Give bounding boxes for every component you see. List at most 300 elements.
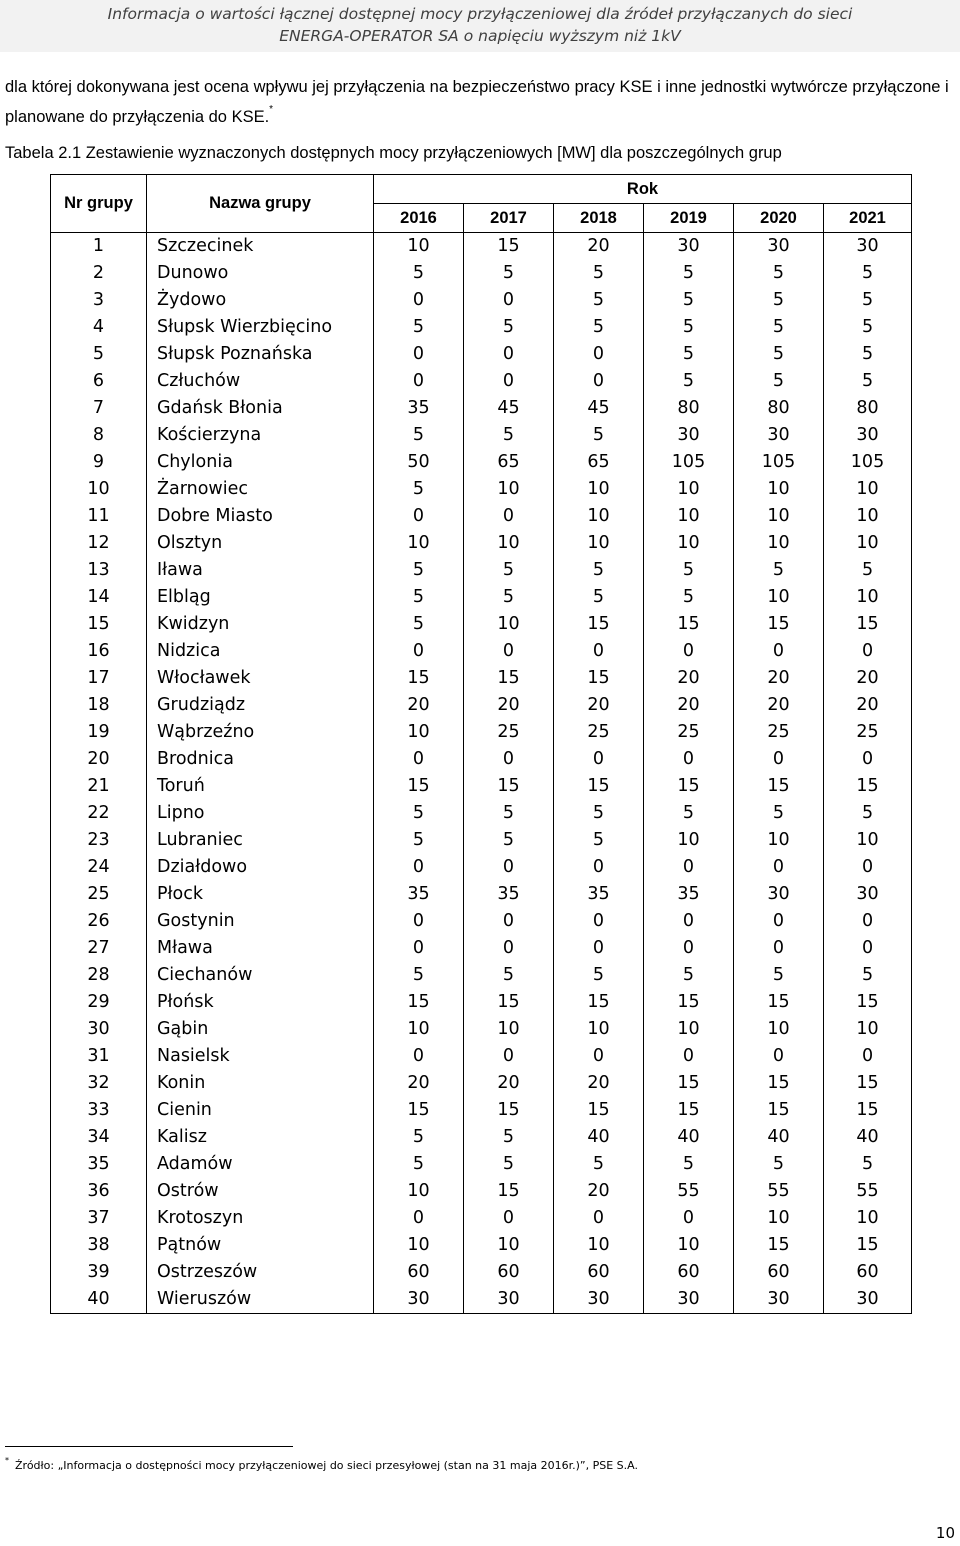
group-name-cell: Elbląg: [147, 584, 374, 611]
capacity-value-cell: 5: [824, 314, 912, 341]
capacity-value-cell: 5: [644, 557, 734, 584]
group-name-cell: Kościerzyna: [147, 422, 374, 449]
capacity-value-cell: 5: [734, 800, 824, 827]
capacity-value-cell: 5: [824, 287, 912, 314]
capacity-value-cell: 5: [374, 557, 464, 584]
capacity-value-cell: 0: [374, 638, 464, 665]
capacity-value-cell: 20: [734, 665, 824, 692]
group-number-cell: 28: [51, 962, 147, 989]
group-name-cell: Żarnowiec: [147, 476, 374, 503]
capacity-value-cell: 5: [554, 557, 644, 584]
group-number-cell: 9: [51, 449, 147, 476]
table-row: [51, 1205, 912, 1232]
capacity-value-cell: 10: [824, 827, 912, 854]
capacity-value-cell: 80: [644, 395, 734, 422]
table-row: [51, 1232, 912, 1259]
group-name-cell: Szczecinek: [147, 233, 374, 261]
capacity-value-cell: 30: [644, 1286, 734, 1314]
capacity-value-cell: 5: [464, 584, 554, 611]
capacity-value-cell: 15: [464, 1097, 554, 1124]
capacity-value-cell: 50: [374, 449, 464, 476]
capacity-value-cell: 45: [464, 395, 554, 422]
table-row: [51, 908, 912, 935]
capacity-value-cell: 0: [554, 908, 644, 935]
table-row: [51, 1124, 912, 1151]
group-number-cell: 10: [51, 476, 147, 503]
capacity-value-cell: 10: [554, 1016, 644, 1043]
table-row: [51, 476, 912, 503]
capacity-value-cell: 0: [734, 854, 824, 881]
capacity-value-cell: 10: [824, 1016, 912, 1043]
capacity-value-cell: 5: [644, 287, 734, 314]
capacity-value-cell: 105: [734, 449, 824, 476]
page-number: 10: [935, 1524, 955, 1542]
capacity-value-cell: 0: [824, 746, 912, 773]
capacity-value-cell: 15: [734, 1232, 824, 1259]
capacity-value-cell: 5: [644, 962, 734, 989]
capacity-value-cell: 15: [824, 989, 912, 1016]
capacity-value-cell: 30: [824, 1286, 912, 1314]
group-name-cell: Gdańsk Błonia: [147, 395, 374, 422]
capacity-value-cell: 5: [374, 1151, 464, 1178]
capacity-value-cell: 5: [464, 1124, 554, 1151]
capacity-value-cell: 30: [734, 881, 824, 908]
capacity-value-cell: 20: [374, 692, 464, 719]
capacity-value-cell: 5: [374, 314, 464, 341]
group-name-cell: Krotoszyn: [147, 1205, 374, 1232]
group-name-cell: Lipno: [147, 800, 374, 827]
capacity-value-cell: 5: [644, 1151, 734, 1178]
table-row: [51, 584, 912, 611]
group-name-cell: Nidzica: [147, 638, 374, 665]
table-row: [51, 692, 912, 719]
capacity-value-cell: 5: [464, 314, 554, 341]
group-number-cell: 34: [51, 1124, 147, 1151]
capacity-value-cell: 10: [374, 1232, 464, 1259]
group-number-cell: 29: [51, 989, 147, 1016]
capacity-value-cell: 15: [374, 665, 464, 692]
group-name-cell: Działdowo: [147, 854, 374, 881]
capacity-value-cell: 0: [464, 368, 554, 395]
capacity-value-cell: 55: [734, 1178, 824, 1205]
table-row: [51, 422, 912, 449]
capacity-value-cell: 5: [824, 800, 912, 827]
capacity-value-cell: 5: [374, 1124, 464, 1151]
capacity-value-cell: 30: [824, 422, 912, 449]
capacity-value-cell: 30: [734, 422, 824, 449]
capacity-value-cell: 10: [734, 827, 824, 854]
capacity-value-cell: 10: [824, 584, 912, 611]
capacity-value-cell: 10: [734, 503, 824, 530]
table-row: [51, 1016, 912, 1043]
capacity-value-cell: 10: [734, 530, 824, 557]
group-number-cell: 11: [51, 503, 147, 530]
capacity-value-cell: 0: [644, 854, 734, 881]
group-number-cell: 4: [51, 314, 147, 341]
table-row: [51, 611, 912, 638]
capacity-value-cell: 5: [734, 287, 824, 314]
capacity-value-cell: 65: [554, 449, 644, 476]
capacity-value-cell: 10: [374, 233, 464, 261]
capacity-value-cell: 10: [374, 530, 464, 557]
capacity-value-cell: 10: [644, 530, 734, 557]
capacity-value-cell: 25: [824, 719, 912, 746]
capacity-value-cell: 10: [734, 476, 824, 503]
capacity-value-cell: 0: [374, 908, 464, 935]
capacity-value-cell: 10: [644, 476, 734, 503]
group-number-cell: 40: [51, 1286, 147, 1314]
group-name-cell: Wieruszów: [147, 1286, 374, 1314]
capacity-value-cell: 5: [464, 800, 554, 827]
table-row: [51, 395, 912, 422]
group-name-cell: Grudziądz: [147, 692, 374, 719]
group-name-cell: Żydowo: [147, 287, 374, 314]
capacity-value-cell: 5: [464, 962, 554, 989]
capacity-value-cell: 0: [644, 908, 734, 935]
group-name-cell: Słupsk Wierzbięcino: [147, 314, 374, 341]
capacity-value-cell: 30: [644, 422, 734, 449]
capacity-value-cell: 0: [554, 341, 644, 368]
capacity-value-cell: 40: [554, 1124, 644, 1151]
group-number-cell: 17: [51, 665, 147, 692]
capacity-value-cell: 15: [824, 1070, 912, 1097]
capacity-value-cell: 20: [374, 1070, 464, 1097]
group-number-cell: 5: [51, 341, 147, 368]
capacity-value-cell: 20: [644, 665, 734, 692]
group-number-cell: 6: [51, 368, 147, 395]
capacity-value-cell: 10: [734, 1205, 824, 1232]
capacity-value-cell: 10: [464, 476, 554, 503]
group-number-cell: 26: [51, 908, 147, 935]
capacity-value-cell: 0: [374, 341, 464, 368]
group-number-cell: 12: [51, 530, 147, 557]
capacity-value-cell: 0: [374, 287, 464, 314]
capacity-value-cell: 10: [824, 530, 912, 557]
group-name-cell: Dunowo: [147, 260, 374, 287]
capacity-value-cell: 0: [464, 638, 554, 665]
capacity-value-cell: 15: [824, 773, 912, 800]
column-header-nr: Nr grupy: [51, 175, 147, 233]
group-number-cell: 24: [51, 854, 147, 881]
capacity-value-cell: 5: [554, 260, 644, 287]
capacity-value-cell: 0: [464, 287, 554, 314]
capacity-value-cell: 15: [734, 1097, 824, 1124]
capacity-value-cell: 15: [734, 989, 824, 1016]
group-name-cell: Konin: [147, 1070, 374, 1097]
capacity-value-cell: 10: [644, 503, 734, 530]
column-header-year: 2020: [734, 204, 824, 233]
table-row: [51, 1151, 912, 1178]
group-number-cell: 21: [51, 773, 147, 800]
capacity-value-cell: 10: [644, 1016, 734, 1043]
footnote-reference[interactable]: *: [269, 104, 274, 115]
capacity-value-cell: 5: [734, 341, 824, 368]
capacity-value-cell: 15: [644, 1070, 734, 1097]
group-name-cell: Chylonia: [147, 449, 374, 476]
capacity-value-cell: 0: [554, 368, 644, 395]
column-header-year: 2018: [554, 204, 644, 233]
capacity-value-cell: 20: [554, 692, 644, 719]
capacity-value-cell: 15: [464, 1178, 554, 1205]
capacity-value-cell: 20: [554, 1070, 644, 1097]
group-name-cell: Słupsk Poznańska: [147, 341, 374, 368]
capacity-value-cell: 5: [374, 611, 464, 638]
capacity-value-cell: 30: [644, 233, 734, 261]
group-name-cell: Pątnów: [147, 1232, 374, 1259]
capacity-value-cell: 5: [824, 341, 912, 368]
group-name-cell: Ciechanów: [147, 962, 374, 989]
capacity-value-cell: 0: [824, 854, 912, 881]
group-number-cell: 14: [51, 584, 147, 611]
column-header-year: 2016: [374, 204, 464, 233]
capacity-value-cell: 30: [824, 881, 912, 908]
capacity-value-cell: 5: [374, 584, 464, 611]
group-number-cell: 36: [51, 1178, 147, 1205]
capacity-value-cell: 10: [374, 719, 464, 746]
group-name-cell: Gąbin: [147, 1016, 374, 1043]
capacity-value-cell: 15: [464, 233, 554, 261]
capacity-value-cell: 0: [644, 746, 734, 773]
capacity-value-cell: 25: [644, 719, 734, 746]
capacity-value-cell: 60: [824, 1259, 912, 1286]
capacity-value-cell: 15: [464, 665, 554, 692]
table-row: [51, 827, 912, 854]
capacity-value-cell: 0: [554, 746, 644, 773]
group-name-cell: Cienin: [147, 1097, 374, 1124]
table-row: [51, 1286, 912, 1314]
capacity-value-cell: 0: [554, 854, 644, 881]
capacity-value-cell: 15: [734, 1070, 824, 1097]
capacity-value-cell: 0: [374, 1205, 464, 1232]
capacity-value-cell: 0: [464, 1205, 554, 1232]
capacity-value-cell: 15: [824, 611, 912, 638]
group-number-cell: 33: [51, 1097, 147, 1124]
table-row: [51, 881, 912, 908]
capacity-value-cell: 5: [734, 1151, 824, 1178]
capacity-value-cell: 40: [644, 1124, 734, 1151]
footnote-mark: *: [5, 1456, 9, 1465]
capacity-value-cell: 30: [374, 1286, 464, 1314]
table-row: [51, 1043, 912, 1070]
capacity-value-cell: 30: [734, 233, 824, 261]
group-number-cell: 27: [51, 935, 147, 962]
capacity-value-cell: 35: [374, 395, 464, 422]
table-row: [51, 449, 912, 476]
capacity-value-cell: 10: [734, 584, 824, 611]
group-number-cell: 8: [51, 422, 147, 449]
group-name-cell: Brodnica: [147, 746, 374, 773]
table-row: [51, 773, 912, 800]
capacity-value-cell: 15: [554, 1097, 644, 1124]
group-number-cell: 25: [51, 881, 147, 908]
capacity-value-cell: 60: [734, 1259, 824, 1286]
capacity-value-cell: 5: [554, 314, 644, 341]
table-row: [51, 314, 912, 341]
capacity-value-cell: 30: [734, 1286, 824, 1314]
capacity-value-cell: 0: [824, 935, 912, 962]
group-name-cell: Człuchów: [147, 368, 374, 395]
capacity-value-cell: 0: [554, 1043, 644, 1070]
capacity-value-cell: 5: [644, 368, 734, 395]
group-name-cell: Dobre Miasto: [147, 503, 374, 530]
capacity-value-cell: 60: [554, 1259, 644, 1286]
table-row: [51, 746, 912, 773]
capacity-value-cell: 5: [554, 827, 644, 854]
column-header-year-group: Rok: [374, 175, 912, 204]
footnote: [5, 1458, 945, 1474]
table-row: [51, 962, 912, 989]
group-number-cell: 15: [51, 611, 147, 638]
capacity-value-cell: 0: [644, 935, 734, 962]
footnote-separator: [5, 1446, 293, 1447]
capacity-value-cell: 15: [554, 611, 644, 638]
capacity-value-cell: 5: [554, 800, 644, 827]
group-number-cell: 18: [51, 692, 147, 719]
table-row: [51, 260, 912, 287]
capacity-value-cell: 5: [644, 584, 734, 611]
table-row: [51, 341, 912, 368]
group-name-cell: Płock: [147, 881, 374, 908]
capacity-value-cell: 0: [734, 1043, 824, 1070]
capacity-value-cell: 0: [374, 368, 464, 395]
capacity-value-cell: 15: [374, 989, 464, 1016]
capacity-value-cell: 5: [464, 827, 554, 854]
capacity-value-cell: 55: [644, 1178, 734, 1205]
capacity-value-cell: 105: [824, 449, 912, 476]
capacity-value-cell: 10: [644, 1232, 734, 1259]
table-row: [51, 800, 912, 827]
intro-paragraph: [5, 72, 955, 132]
capacity-value-cell: 20: [464, 692, 554, 719]
capacity-value-cell: 15: [644, 1097, 734, 1124]
capacity-value-cell: 45: [554, 395, 644, 422]
capacity-value-cell: 5: [644, 314, 734, 341]
capacity-value-cell: 15: [464, 773, 554, 800]
table-row: [51, 287, 912, 314]
group-name-cell: Mława: [147, 935, 374, 962]
capacity-value-cell: 5: [644, 260, 734, 287]
group-number-cell: 13: [51, 557, 147, 584]
capacity-value-cell: 0: [824, 1043, 912, 1070]
capacity-value-cell: 5: [374, 827, 464, 854]
group-number-cell: 32: [51, 1070, 147, 1097]
table-row: [51, 1097, 912, 1124]
capacity-value-cell: 20: [824, 692, 912, 719]
capacity-value-cell: 5: [824, 962, 912, 989]
capacity-value-cell: 5: [644, 800, 734, 827]
table-row: [51, 665, 912, 692]
capacity-value-cell: 5: [734, 314, 824, 341]
capacity-value-cell: 30: [824, 233, 912, 261]
capacity-value-cell: 5: [824, 368, 912, 395]
group-name-cell: Płońsk: [147, 989, 374, 1016]
group-number-cell: 2: [51, 260, 147, 287]
capacity-value-cell: 15: [464, 989, 554, 1016]
header-line-1: Informacja o wartości łącznej dostępnej mocy przyłączeniowej dla źródeł przyłączanych do sieci: [107, 5, 853, 23]
capacity-value-cell: 0: [464, 935, 554, 962]
group-number-cell: 31: [51, 1043, 147, 1070]
capacity-value-cell: 60: [374, 1259, 464, 1286]
group-number-cell: 3: [51, 287, 147, 314]
group-number-cell: 35: [51, 1151, 147, 1178]
group-name-cell: Adamów: [147, 1151, 374, 1178]
group-number-cell: 38: [51, 1232, 147, 1259]
capacity-value-cell: 0: [374, 935, 464, 962]
capacity-value-cell: 40: [824, 1124, 912, 1151]
capacity-value-cell: 15: [374, 1097, 464, 1124]
group-number-cell: 7: [51, 395, 147, 422]
column-header-name: Nazwa grupy: [147, 175, 374, 233]
capacity-value-cell: 20: [824, 665, 912, 692]
capacity-value-cell: 15: [374, 773, 464, 800]
capacity-value-cell: 5: [554, 1151, 644, 1178]
group-name-cell: Ostrzeszów: [147, 1259, 374, 1286]
capacity-value-cell: 60: [464, 1259, 554, 1286]
capacity-value-cell: 0: [824, 908, 912, 935]
capacity-value-cell: 5: [734, 260, 824, 287]
capacity-value-cell: 0: [464, 854, 554, 881]
table-row: [51, 1178, 912, 1205]
table-row: [51, 935, 912, 962]
capacity-value-cell: 35: [464, 881, 554, 908]
capacity-value-cell: 15: [554, 989, 644, 1016]
capacity-value-cell: 10: [824, 476, 912, 503]
group-name-cell: Iława: [147, 557, 374, 584]
group-name-cell: Gostynin: [147, 908, 374, 935]
group-number-cell: 22: [51, 800, 147, 827]
table-row: [51, 989, 912, 1016]
capacity-value-cell: 0: [734, 638, 824, 665]
capacity-value-cell: 0: [464, 746, 554, 773]
capacity-value-cell: 5: [464, 422, 554, 449]
capacity-value-cell: 20: [644, 692, 734, 719]
page-header: [0, 0, 960, 52]
capacity-value-cell: 10: [644, 827, 734, 854]
capacity-value-cell: 0: [464, 503, 554, 530]
group-number-cell: 1: [51, 233, 147, 261]
group-number-cell: 20: [51, 746, 147, 773]
capacity-value-cell: 60: [644, 1259, 734, 1286]
capacity-value-cell: 0: [374, 1043, 464, 1070]
capacity-value-cell: 10: [374, 1178, 464, 1205]
group-name-cell: Olsztyn: [147, 530, 374, 557]
capacity-value-cell: 105: [644, 449, 734, 476]
group-name-cell: Włocławek: [147, 665, 374, 692]
group-number-cell: 19: [51, 719, 147, 746]
capacity-value-cell: 55: [824, 1178, 912, 1205]
capacity-value-cell: 5: [464, 557, 554, 584]
capacity-value-cell: 5: [644, 341, 734, 368]
capacity-value-cell: 10: [554, 530, 644, 557]
capacity-value-cell: 20: [554, 1178, 644, 1205]
capacity-value-cell: 5: [374, 422, 464, 449]
capacity-value-cell: 0: [374, 854, 464, 881]
capacity-value-cell: 15: [734, 773, 824, 800]
group-name-cell: Nasielsk: [147, 1043, 374, 1070]
table-row: [51, 1259, 912, 1286]
header-line-2: ENERGA-OPERATOR SA o napięciu wyższym niż 1kV: [279, 27, 681, 45]
capacity-value-cell: 30: [554, 1286, 644, 1314]
column-header-year: 2017: [464, 204, 554, 233]
table-row: [51, 530, 912, 557]
capacity-value-cell: 10: [824, 503, 912, 530]
capacity-value-cell: 10: [464, 1016, 554, 1043]
capacity-value-cell: 0: [824, 638, 912, 665]
capacity-value-cell: 5: [824, 260, 912, 287]
capacity-value-cell: 5: [374, 476, 464, 503]
group-number-cell: 37: [51, 1205, 147, 1232]
capacity-value-cell: 30: [464, 1286, 554, 1314]
